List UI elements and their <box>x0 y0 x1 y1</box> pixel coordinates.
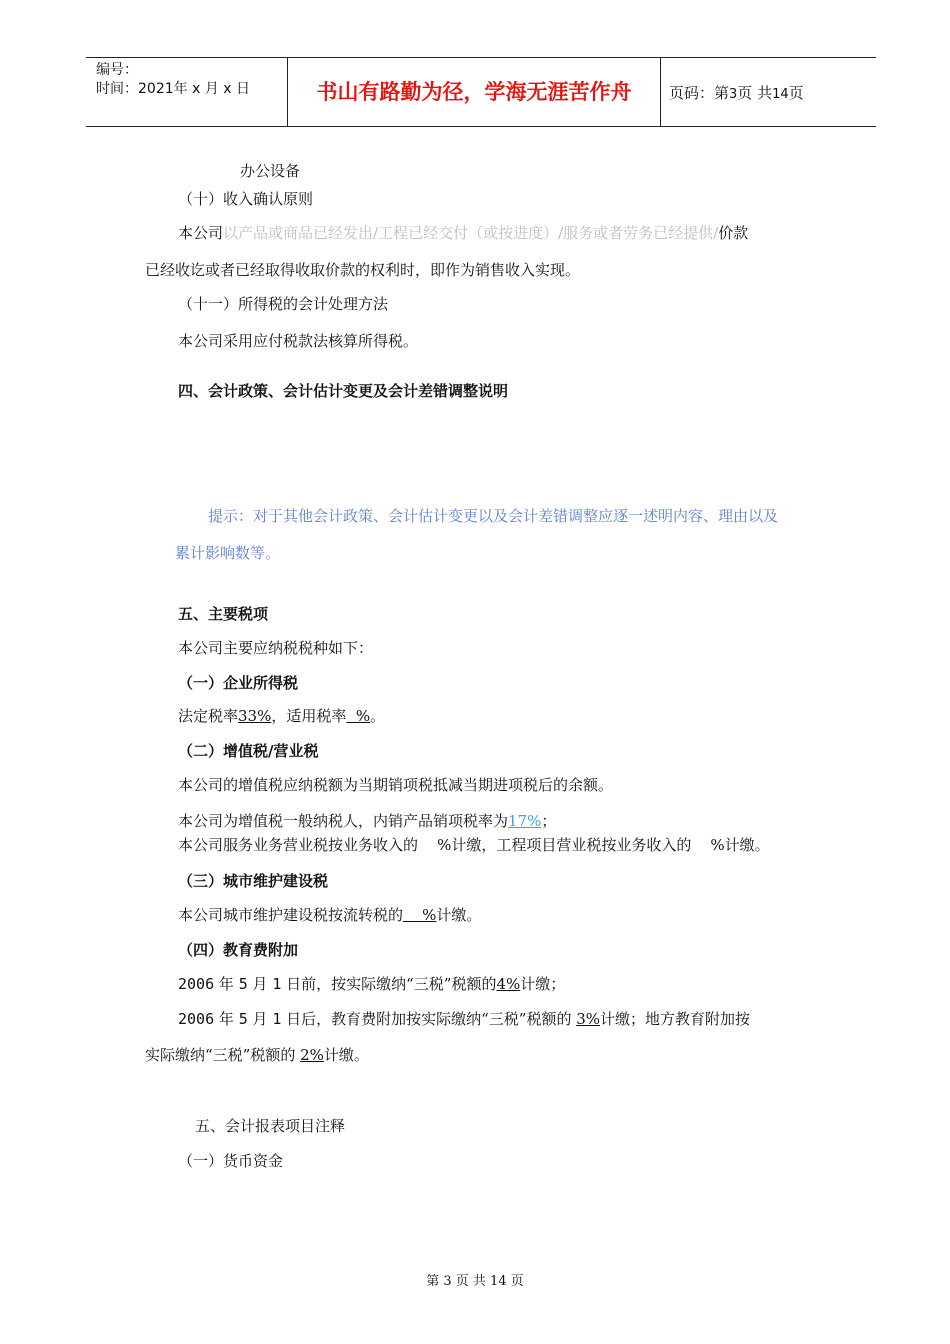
section-heading: 四、会计政策、会计估计变更及会计差错调整说明 <box>178 382 509 400</box>
hint-text: 累计影响数等。 <box>175 544 281 562</box>
section-heading: （十）收入确认原则 <box>178 190 314 208</box>
section-heading: 五、主要税项 <box>178 605 269 623</box>
text-line: 本公司采用应付税款法核算所得税。 <box>178 332 419 350</box>
header-page-number: 页码：第3页 共14页 <box>669 84 804 102</box>
text-line: 本公司的增值税应纳税额为当期销项税抵减当期进项税后的余额。 <box>178 776 614 794</box>
text-line: 实际缴纳“三税”税额的 2%计缴。 <box>145 1046 369 1064</box>
section-heading: （一）企业所得税 <box>178 674 299 692</box>
rate-link[interactable]: 17% <box>508 812 542 830</box>
placeholder-text: 以产品或商品已经发出/工程已经交付（或按进度）/服务或者劳务已经提供/ <box>223 224 719 242</box>
text-line: 本公司服务业务营业税按业务收入的 %计缴，工程项目营业税按业务收入的 %计缴。 <box>178 836 770 854</box>
section-heading: （一）货币资金 <box>178 1152 284 1170</box>
page-footer: 第 3 页 共 14 页 <box>426 1274 524 1289</box>
page-header <box>86 57 876 127</box>
serial-label: 编号： <box>96 62 138 78</box>
section-heading: （四）教育费附加 <box>178 941 299 959</box>
section-heading: （三）城市维护建设税 <box>178 872 329 890</box>
section-heading: 五、会计报表项目注释 <box>195 1117 346 1135</box>
text-line: 本公司城市维护建设税按流转税的 %计缴。 <box>178 906 482 924</box>
header-motto: 书山有路勤为径，学海无涯苦作舟 <box>288 58 661 126</box>
text-line: 本公司为增值税一般纳税人，内销产品销项税率为17%； <box>178 812 557 830</box>
text-line: 法定税率33%，适用税率 %。 <box>178 707 386 725</box>
time-label: 时间：2021年 x 月 x 日 <box>96 81 251 97</box>
text-line: 本公司主要应纳税税种如下： <box>178 639 374 657</box>
section-heading: （十一）所得税的会计处理方法 <box>178 295 389 313</box>
hint-text: 提示：对于其他会计政策、会计估计变更以及会计差错调整应逐一述明内容、理由以及 <box>208 507 779 525</box>
text-line: 本公司以产品或商品已经发出/工程已经交付（或按进度）/服务或者劳务已经提供/价款 <box>178 224 749 242</box>
header-meta <box>86 58 288 126</box>
text-line: 2006 年 5 月 1 日前，按实际缴纳“三税”税额的4%计缴； <box>178 975 566 993</box>
text-line: 已经收讫或者已经取得收取价款的权利时，即作为销售收入实现。 <box>145 261 581 279</box>
text-line: 办公设备 <box>240 162 301 180</box>
section-heading: （二）增值税/营业税 <box>178 742 319 760</box>
text-line: 2006 年 5 月 1 日后，教育费附加按实际缴纳“三税”税额的 3%计缴；地方教育附加按 <box>178 1010 751 1028</box>
